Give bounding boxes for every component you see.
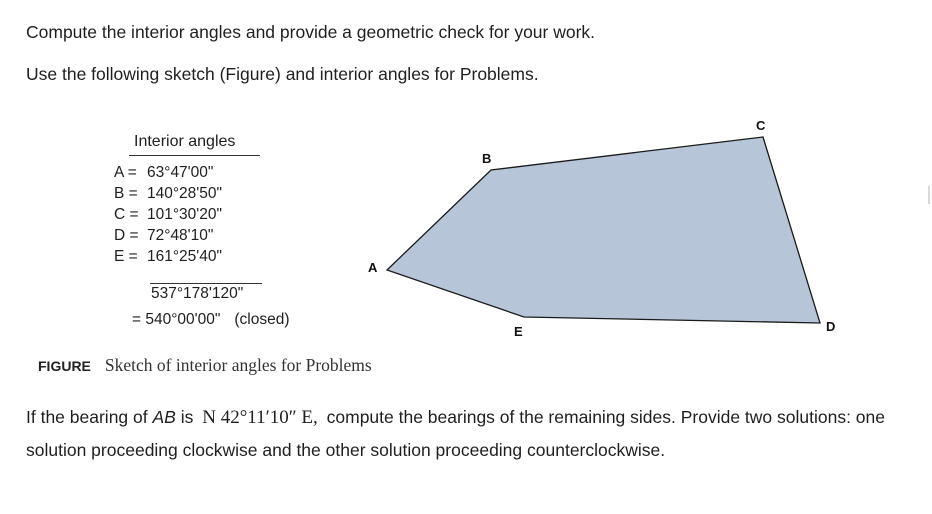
vertex-label-a: A [368, 260, 378, 275]
line-ab-label: AB [152, 407, 176, 427]
right-edge-marker [928, 186, 930, 204]
vertex-label-e: E [514, 324, 523, 339]
figure-caption-label: FIGURE [38, 358, 91, 374]
vertex-label-c: C [756, 118, 766, 133]
angle-value: 63°47'00" [147, 164, 214, 181]
angle-label: C = [114, 206, 139, 223]
angle-label: E = [114, 248, 138, 265]
angle-value: 72°48'10" [147, 227, 214, 244]
angle-label: B = [114, 185, 138, 202]
figure-caption-text: Sketch of interior angles for Problems [104, 355, 372, 375]
problem-text-part-3: compute the bearings of the remaining sides. Provide two solutions: one solution proceeding clockwise and the other solution proceeding counterclockwise. [26, 407, 886, 460]
angles-table-title: Interior angles [134, 133, 236, 150]
angle-label: D = [114, 227, 139, 244]
angle-label: A = [114, 164, 137, 181]
problem-text [26, 401, 916, 467]
figure-caption [38, 355, 372, 376]
vertex-label-d: D [826, 319, 836, 334]
angle-value: 161°25'40" [147, 248, 223, 265]
traverse-polygon [387, 137, 820, 323]
closed-value: = 540°00'00" [132, 311, 221, 328]
angle-value: 101°30'20" [147, 206, 223, 223]
problem-text-part-2: is [175, 407, 199, 427]
angles-sum: 537°178'120" [151, 285, 244, 302]
closed-note: (closed) [234, 311, 290, 328]
intro-line-1: Compute the interior angles and provide a geometric check for your work. [26, 22, 596, 42]
bearing-value: N 42°11′10″ E, [202, 407, 318, 428]
intro-line-2: Use the following sketch (Figure) and interior angles for Problems. [26, 64, 539, 84]
angle-value: 140°28'50" [147, 185, 223, 202]
vertex-label-b: B [482, 151, 492, 166]
problem-text-part-1: If the bearing of [26, 407, 153, 427]
